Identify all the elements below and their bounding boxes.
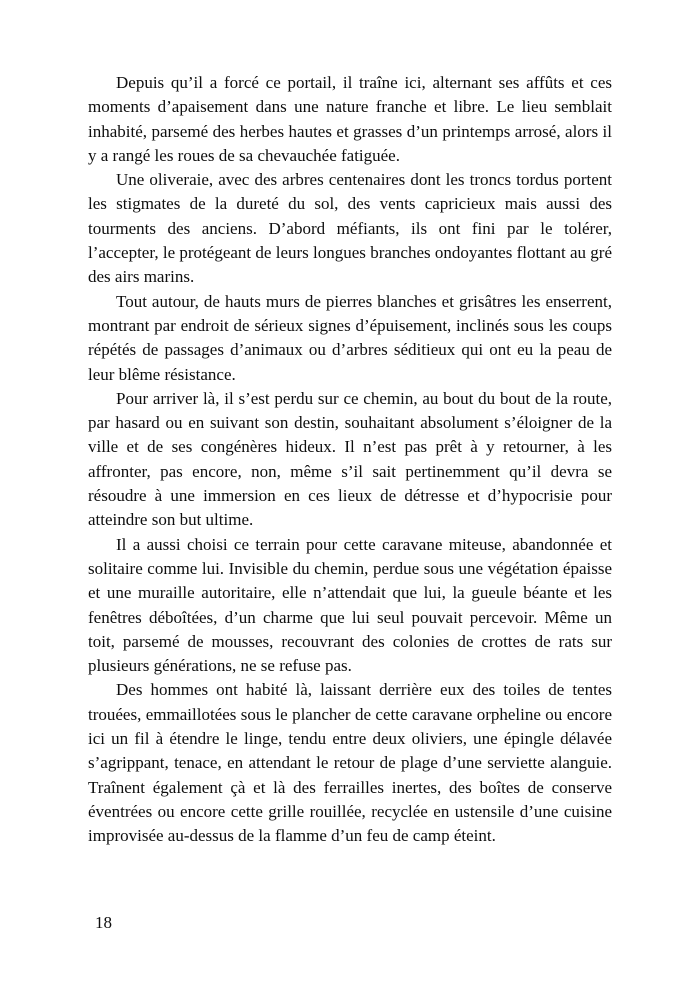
paragraph: Depuis qu’il a forcé ce portail, il traîne ici, alternant ses affûts et ces moments d’apaisement dans une nature franche et libre. Le lieu semblait inhabité, parsemé des herbes hautes et grasses d’un printemps arrosé, alors il y a rangé les roues de sa chevauchée fatiguée. (88, 73, 612, 165)
body-text (88, 71, 612, 849)
paragraph: Pour arriver là, il s’est perdu sur ce chemin, au bout du bout de la route, par hasard ou en suivant son destin, souhaitant absolument s’éloigner de la ville et de ses congénères hideux. Il n’est pas prêt à y retourner, à les affronter, pas encore, non, même s’il sait pertinemment qu’il devra se résoudre à une immersion en ces lieux de détresse et d’hypocrisie pour atteindre son but ultime. (88, 388, 612, 530)
paragraph: Il a aussi choisi ce terrain pour cette caravane miteuse, abandonnée et solitaire comme lui. Invisible du chemin, perdue sous une végétation épaisse et une muraille autoritaire, elle n’attendait que lui, la gueule béante et les fenêtres déboîtées, d’un charme que lui seul pouvait percevoir. Même un toit, parsemé de mousses, recouvrant des colonies de crottes de rats sur plusieurs générations, ne se refuse pas. (88, 534, 612, 676)
paragraph: Tout autour, de hauts murs de pierres blanches et grisâtres les enserrent, montrant par endroit de sérieux signes d’épuisement, inclinés sous les coups répétés de passages d’animaux ou d’arbres séditieux qui ont eu la peau de leur blême résistance. (88, 291, 612, 384)
paragraph: Une oliveraie, avec des arbres centenaires dont les troncs tordus portent les stigmates de la dureté du sol, des vents capricieux mais aussi des tourments des anciens. D’abord méfiants, ils ont fini par le tolérer, l’accepter, le protégeant de leurs longues branches ondoyantes flottant au gré des airs marins. (88, 170, 612, 287)
paragraph: Des hommes ont habité là, laissant derrière eux des toiles de tentes trouées, emmaillotées sous le plancher de cette caravane orpheline ou encore ici un fil à étendre le linge, tendu entre deux oliviers, une épingle délavée s’agrippant, tenace, en attendant le retour de plage d’une serviette alanguie. Traînent également çà et là des ferrailles inertes, des boîtes de conserve éventrées ou encore cette grille rouillée, recyclée en ustensile d’une cuisine improvisée au-dessus de la flamme d’un feu de camp éteint. (88, 680, 612, 846)
page-number: 18 (95, 913, 112, 932)
